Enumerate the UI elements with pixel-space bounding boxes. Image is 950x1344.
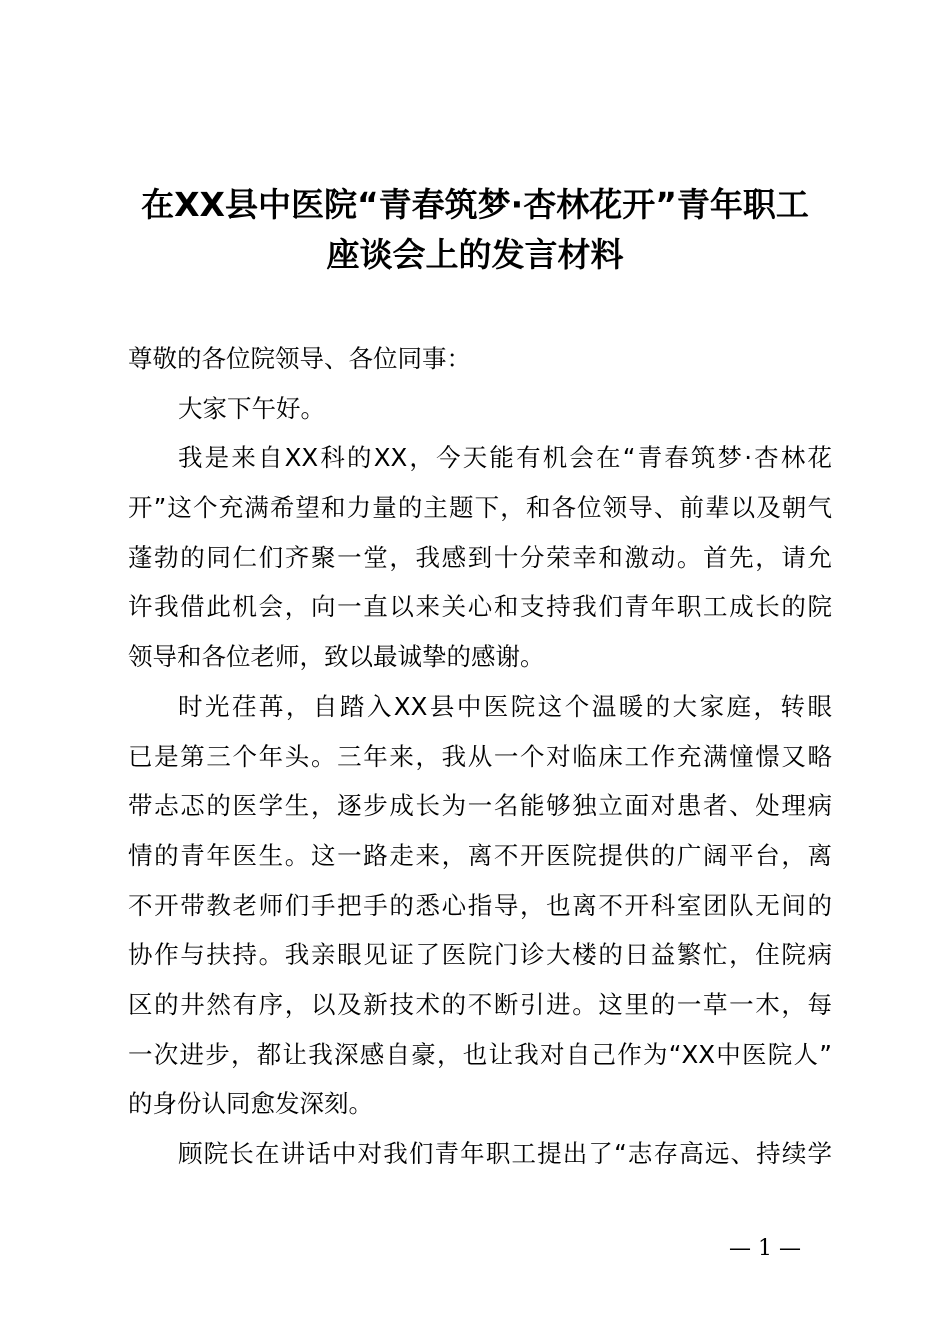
title-line-2: 座谈会上的发言材料	[326, 235, 624, 274]
paragraph-3-line-5: 不开带教老师们手把手的悉心指导，也离不开科室团队无间的	[128, 890, 832, 920]
document-title	[100, 180, 850, 280]
page-number: — 1 —	[729, 1236, 801, 1261]
paragraph-3-line-3: 带忐忑的医学生，逐步成长为一名能够独立面对患者、处理病	[128, 791, 832, 821]
paragraph-3-line-6: 协作与扶持。我亲眼见证了医院门诊大楼的日益繁忙，住院病	[128, 940, 832, 970]
paragraph-2-line-3: 蓬勃的同仁们齐聚一堂，我感到十分荣幸和激动。首先，请允	[128, 542, 832, 572]
paragraph-2-line-1: 我是来自XX科的XX，今天能有机会在“青春筑梦·杏林花	[178, 443, 832, 473]
paragraph-4-line-1: 顾院长在讲话中对我们青年职工提出了“志存高远、持续学	[178, 1139, 832, 1168]
paragraph-3-line-2: 已是第三个年头。三年来，我从一个对临床工作充满憧憬又略	[128, 741, 832, 771]
paragraph-3-line-1: 时光荏苒，自踏入XX县中医院这个温暖的大家庭，转眼	[178, 691, 832, 721]
paragraph-3-line-7: 区的井然有序，以及新技术的不断引进。这里的一草一木，每	[128, 989, 832, 1019]
paragraph-2-line-4: 许我借此机会，向一直以来关心和支持我们青年职工成长的院	[128, 592, 832, 622]
paragraph-3-line-8: 一次进步，都让我深感自豪，也让我对自己作为“XX中医院人”	[128, 1039, 832, 1069]
paragraph-1-line-1: 大家下午好。	[178, 393, 325, 423]
title-line-1: 在XX县中医院“青春筑梦·杏林花开”青年职工	[141, 185, 809, 224]
paragraph-2-line-2: 开”这个充满希望和力量的主题下，和各位领导、前辈以及朝气	[128, 493, 832, 523]
paragraph-3-line-4: 情的青年医生。这一路走来，离不开医院提供的广阔平台，离	[128, 840, 832, 870]
paragraph-3-line-9: 的身份认同愈发深刻。	[128, 1089, 373, 1119]
paragraph-2-line-5: 领导和各位老师，致以最诚挚的感谢。	[128, 642, 545, 672]
salutation: 尊敬的各位院领导、各位同事：	[128, 344, 471, 373]
document-body	[128, 334, 832, 1179]
